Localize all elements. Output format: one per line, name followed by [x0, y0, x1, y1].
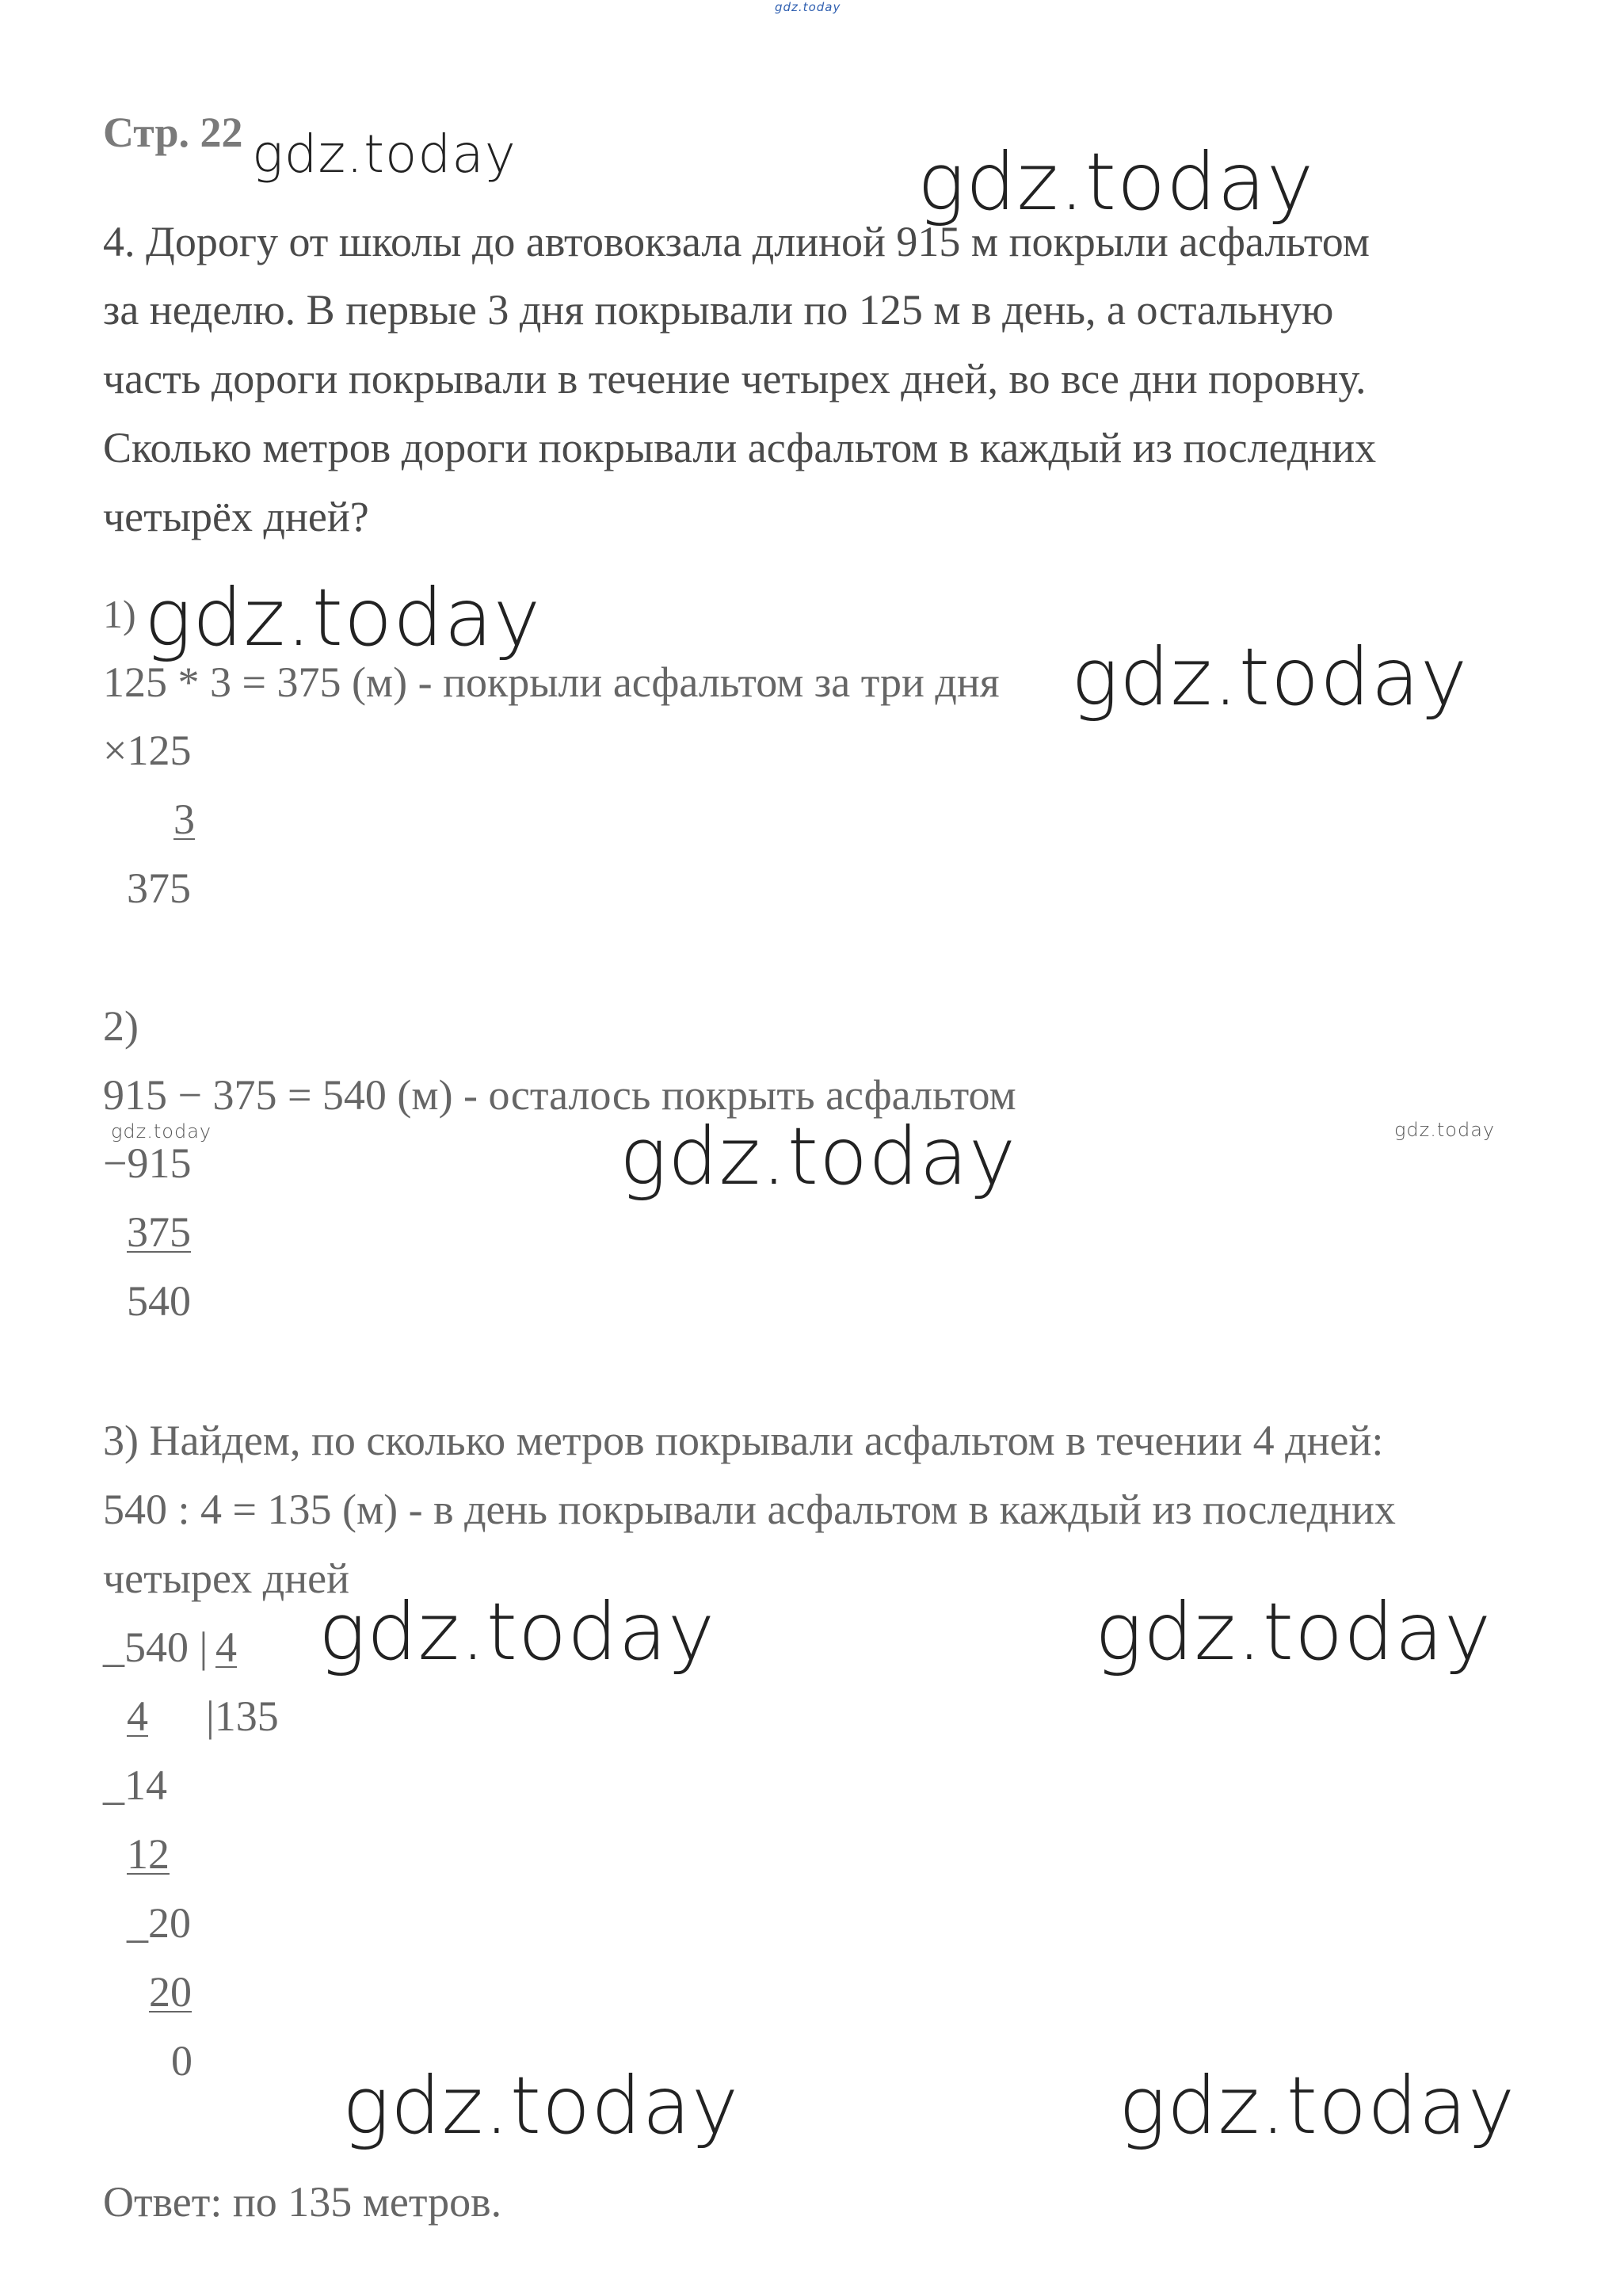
watermark-step2: gdz.today — [619, 1110, 1017, 1203]
problem-line-4: Сколько метров дороги покрывали асфальтом в каждый из последних — [103, 424, 1377, 471]
watermark-bottom-left: gdz.today — [342, 2059, 740, 2152]
watermark-step1-right: gdz.today — [1071, 631, 1469, 723]
step2-column-result: 540 — [127, 1277, 191, 1325]
step3-line-1: 3) Найдем, по сколько метров покрывали асфальтом в течении 4 дней: — [103, 1417, 1384, 1464]
watermark-step1: gdz.today — [144, 571, 542, 664]
division-quotient: |135 — [206, 1692, 279, 1740]
page-label: Стр. 22 — [103, 109, 243, 156]
step1-column-top: ×125 — [103, 727, 192, 774]
division-row5: _20 — [127, 1899, 191, 1947]
watermark-division-right: gdz.today — [1095, 1585, 1492, 1678]
step1-equation: 125 * 3 = 375 (м) - покрыли асфальтом за три дня — [103, 658, 1000, 706]
division-dividend: _540 | — [103, 1623, 208, 1671]
step3-line-3: четырех дней — [103, 1555, 350, 1602]
problem-line-5: четырёх дней? — [103, 493, 369, 540]
division-row3: _14 — [103, 1761, 167, 1809]
division-remainder: 0 — [171, 2037, 193, 2085]
watermark-top-tiny: gdz.today — [775, 0, 841, 14]
step2-column-top: −915 — [103, 1139, 192, 1187]
step1-label: 1) — [103, 592, 136, 636]
division-row2-subtrahend: 4 — [127, 1692, 148, 1740]
step2-label: 2) — [103, 1002, 139, 1050]
watermark-top-right: gdz.today — [917, 135, 1315, 228]
division-row4: 12 — [127, 1830, 170, 1878]
division-divisor: 4 — [215, 1623, 237, 1671]
watermark-step2-small-left: gdz.today — [111, 1120, 212, 1143]
step3-line-2: 540 : 4 = 135 (м) - в день покрывали асфальтом в каждый из последних — [103, 1486, 1396, 1533]
step1-column-result: 375 — [127, 864, 191, 912]
watermark-step2-small-right: gdz.today — [1394, 1119, 1496, 1141]
step2-equation: 915 − 375 = 540 (м) - осталось покрыть асфальтом — [103, 1071, 1016, 1119]
division-row6: 20 — [149, 1968, 192, 2016]
problem-line-3: часть дороги покрывали в течение четырех дней, во все дни поровну. — [103, 355, 1367, 402]
watermark-division-left: gdz.today — [318, 1585, 716, 1678]
step2-column-subtrahend: 375 — [127, 1208, 191, 1256]
answer: Ответ: по 135 метров. — [103, 2178, 502, 2226]
watermark-bottom-right: gdz.today — [1119, 2059, 1516, 2152]
step1-column-multiplier: 3 — [173, 795, 195, 843]
problem-line-1: 4. Дорогу от школы до автовокзала длиной 915 м покрыли асфальтом — [103, 218, 1370, 265]
watermark-header: gdz.today — [252, 124, 517, 185]
problem-line-2: за неделю. В первые 3 дня покрывали по 125 м в день, а остальную — [103, 286, 1334, 334]
